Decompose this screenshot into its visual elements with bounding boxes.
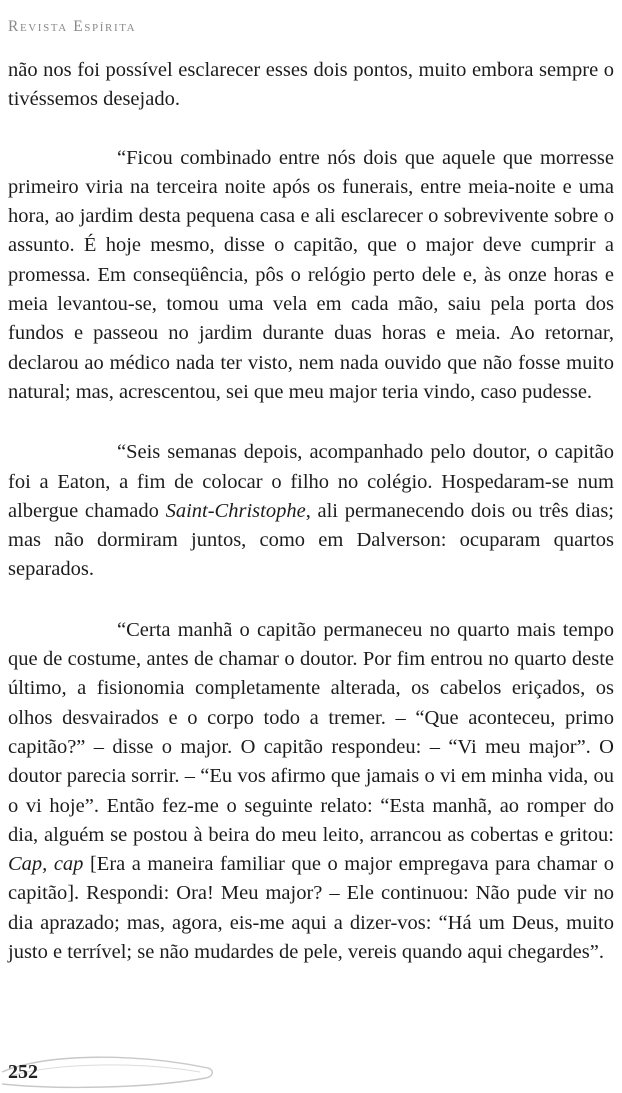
italic-text: Cap, cap — [8, 853, 84, 876]
text-run: “Certa manhã o capitão permaneceu no quarto mais tempo que de costume, antes de chamar o doutor. Por fim entrou no quarto deste último, a fisionomia completamente alterada, os cabelos eriçados, os olhos desvairados e o corpo todo a tremer. – “Que aconteceu, primo capitão?” – disse o major. O capitão respondeu: – “Vi meu major”. O doutor parecia sorrir. – “Eu vos afirmo que jamais o vi em minha vida, ou o vi hoje”. Então fez-me o seguinte relato: “Esta manhã, ao romper do dia, alguém se postou à beira do meu leito, arrancou as cobertas e gritou: — [8, 618, 614, 846]
italic-text: Saint-Christophe — [165, 499, 306, 522]
running-header: Revista Espírita — [8, 18, 137, 35]
text-run: “Ficou combinado entre nós dois que aquele que morresse primeiro viria na terceira noite após os funerais, entre meia-noite e uma hora, ao jardim desta pequena casa e ali esclarecer o sobrevivente sobre o assunto. É hoje mesmo, disse o capitão, que o major deve cumprir a promessa. Em conseqüência, pôs o relógio perto dele e, às onze horas e meia levantou-se, tomou uma vela em cada mão, saiu pela porta dos fundos e passeou no jardim durante duas horas e meia. Ao retornar, declarou ao médico nada ter visto, nem nada ouvido que não fosse muito natural; mas, acrescentou, sei que meu major teria vindo, caso pudesse. — [8, 146, 614, 403]
text-run: [Era a maneira familiar que o major empregava para chamar o capitão]. Respondi: Ora! Meu major? – Ele continuou: Não pude vir no dia aprazado; mas, agora, eis-me aqui a dizer-vos: “Há um Deus, muito justo e terrível; se não mudardes de pele, vereis quando aqui chegardes”. — [8, 853, 614, 964]
page-number: 252 — [8, 1061, 38, 1083]
page-body — [8, 56, 614, 998]
text-run: não nos foi possível esclarecer esses dois pontos, muito embora sempre o tivéssemos desejado. — [8, 59, 614, 111]
paragraph — [8, 56, 614, 115]
paragraph — [8, 438, 614, 584]
text-run: , ali permanecendo dois ou três dias; mas não dormiram juntos, como em Dalverson: ocuparam quartos separados. — [8, 499, 614, 581]
text-run: “Seis semanas depois, acompanhado pelo doutor, o capitão foi a Eaton, a fim de colocar o filho no colégio. Hospedaram-se num albergue chamado — [8, 441, 614, 522]
ornament-swoosh-inner — [10, 1065, 200, 1076]
paragraph — [8, 616, 614, 968]
paragraph — [8, 144, 614, 408]
